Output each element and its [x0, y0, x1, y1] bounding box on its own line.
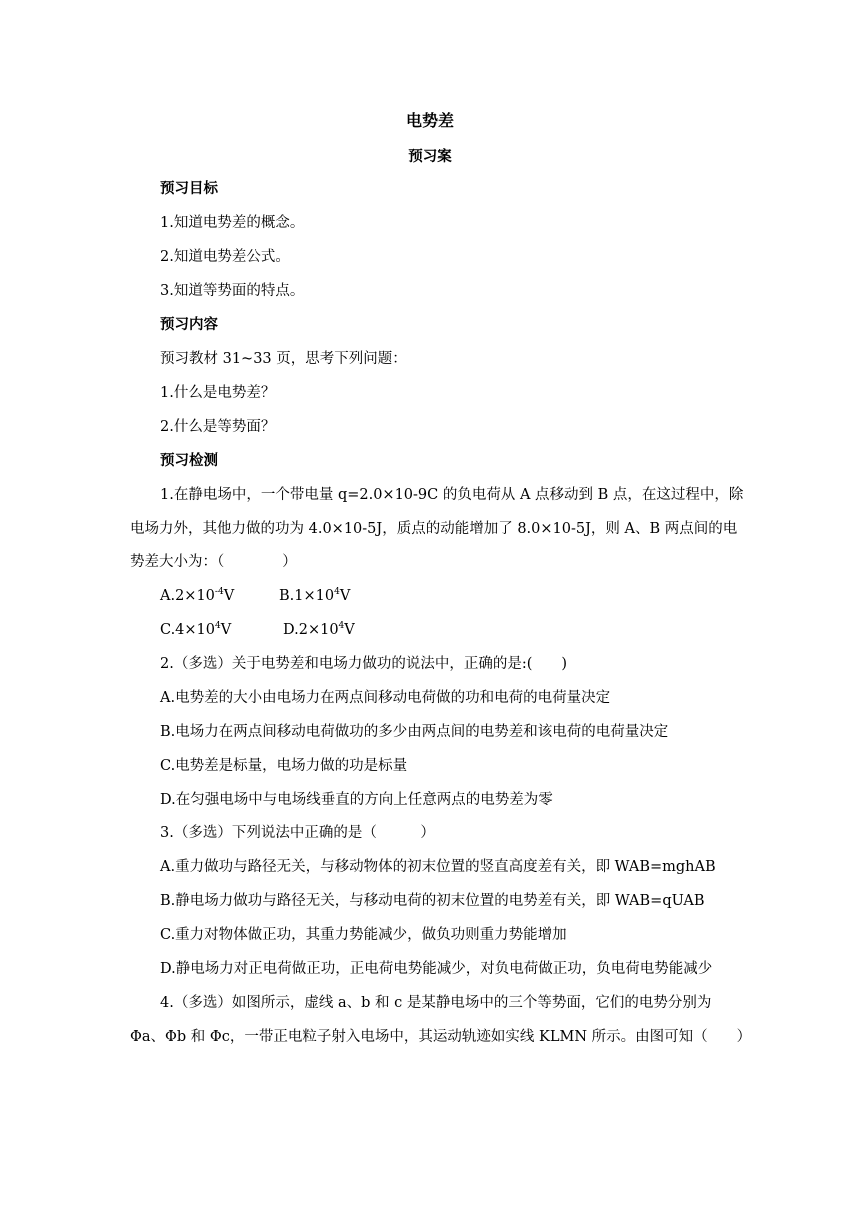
page-title: 电势差 [405, 111, 454, 130]
problem-2-option-b: B.电场力在两点间移动电荷做功的多少由两点间的电势差和该电荷的电荷量决定 [160, 724, 669, 740]
goal-item: 1.知道电势差的概念。 [160, 215, 305, 231]
question-item: 1.什么是电势差？ [160, 385, 276, 401]
problem-1-line-3: 势差大小为：（ ） [130, 554, 297, 570]
problem-1-option-b: $B.1\times 10^4V$ [279, 587, 351, 604]
check-heading: 预习检测 [160, 452, 218, 469]
content-heading: 预习内容 [160, 316, 218, 333]
goal-item: 3.知道等势面的特点。 [160, 283, 305, 299]
problem-4-line-1: 4.（多选）如图所示，虚线 a、b 和 c 是某静电场中的三个等势面，它们的电势分别为 [160, 995, 712, 1011]
problem-2-stem: 2.（多选）关于电势差和电场力做功的说法中，正确的是:( ) [160, 656, 568, 672]
problem-3-option-a: A.重力做功与路径无关，与移动物体的初末位置的竖直高度差有关，即 WAB=mghAB [160, 859, 716, 875]
goals-heading: 预习目标 [160, 180, 218, 197]
problem-3-option-b: B.静电场力做功与路径无关，与移动电荷的初末位置的电势差有关，即 WAB=qUAB [160, 893, 705, 909]
problem-1-option-d: $D.2\times 10^4V$ [283, 621, 355, 638]
goal-item: 2.知道电势差公式。 [160, 249, 290, 265]
problem-2-option-a: A.电势差的大小由电场力在两点间移动电荷做的功和电荷的电荷量决定 [160, 690, 611, 706]
problem-1-line-1: 1.在静电场中，一个带电量 q=2.0×10-9C 的负电荷从 A 点移动到 B 点，在这过程中，除 [160, 487, 744, 503]
problem-1-option-c: $C.4\times 10^4V$ [160, 621, 232, 638]
problem-3-stem: 3.（多选）下列说法中正确的是（ ） [160, 825, 435, 841]
page-subtitle: 预习案 [408, 148, 452, 165]
content-intro: 预习教材 31~33 页，思考下列问题： [160, 351, 407, 367]
problem-2-option-c: C.电势差是标量，电场力做的功是标量 [160, 758, 408, 774]
problem-4-line-2: Φa、Φb 和 Φc，一带正电粒子射入电场中，其运动轨迹如实线 KLMN 所示。由图可知（ ） [130, 1029, 752, 1045]
problem-1-option-a: $A.2\times 10^{-4}V$ [160, 587, 235, 604]
problem-2-option-d: D.在匀强电场中与电场线垂直的方向上任意两点的电势差为零 [160, 792, 553, 808]
question-item: 2.什么是等势面？ [160, 419, 276, 435]
problem-1-line-2: 电场力外，其他力做的功为 4.0×10-5J，质点的动能增加了 8.0×10-5J，则 A、B 两点间的电 [130, 521, 738, 537]
problem-3-option-d: D.静电场力对正电荷做正功，正电荷电势能减少，对负电荷做正功，负电荷电势能减少 [160, 961, 713, 977]
problem-3-option-c: C.重力对物体做正功，其重力势能减少，做负功则重力势能增加 [160, 927, 567, 943]
